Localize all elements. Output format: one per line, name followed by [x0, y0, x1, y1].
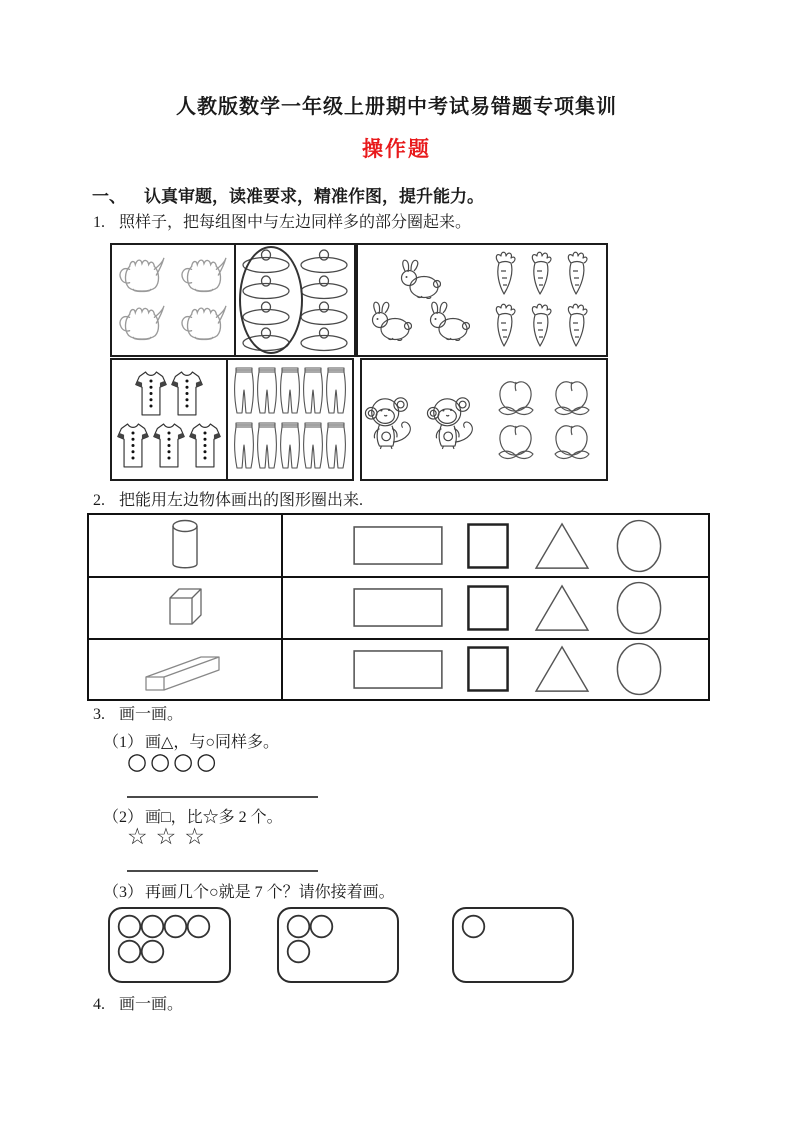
q3-part1-prompt: 画△，与○同样多。	[145, 734, 279, 751]
q3-part3-prompt: 再画几个○就是 7 个？请你接着画。	[145, 884, 395, 901]
circle-icon	[615, 518, 663, 574]
page-title: 人教版数学一年级上册期中考试易错题专项集训	[176, 96, 617, 118]
circle-sm-icon	[186, 914, 211, 939]
peach-icon	[549, 379, 595, 417]
carrot-icon	[491, 303, 519, 349]
q2-solid-cylinder	[89, 515, 281, 576]
lid-icon	[298, 301, 350, 326]
peach-icon	[493, 423, 539, 461]
section-heading	[92, 182, 484, 207]
question-4-text	[93, 991, 183, 1014]
circle-sm-icon	[163, 914, 188, 939]
circle-sm-icon	[286, 914, 311, 939]
pants-icon	[233, 421, 255, 473]
question-2-text	[93, 487, 363, 510]
pants-grid	[233, 366, 347, 473]
q2-shape-options-row1	[281, 515, 708, 576]
q1-cell-rabbits	[358, 245, 476, 355]
shirt-icon	[152, 421, 186, 470]
question-1-text	[93, 209, 471, 232]
cylinder-icon	[167, 518, 203, 574]
teapot-icon	[115, 303, 169, 345]
square-icon	[467, 523, 509, 569]
question-3-prompt: 画一画。	[119, 706, 184, 723]
q1-cell-peaches	[482, 360, 606, 479]
teapot-grid	[115, 255, 231, 345]
pants-icon	[279, 366, 301, 418]
shirt-icon	[188, 421, 222, 470]
q3-part1-circle-symbols: ○○○○	[127, 749, 220, 775]
lid-icon	[298, 249, 350, 274]
rectangle-icon	[353, 650, 443, 689]
q1-cell-teapots	[112, 245, 236, 355]
pants-icon	[256, 366, 278, 418]
circle-icon	[615, 580, 663, 636]
q3-part3-label: （3）	[103, 884, 144, 901]
pants-icon	[302, 421, 324, 473]
question-3-text	[93, 701, 183, 724]
pants-icon	[302, 366, 324, 418]
teapot-icon	[177, 255, 231, 297]
circle-sm-grid	[117, 914, 209, 964]
peach-grid	[493, 379, 595, 461]
lid-icon	[298, 327, 350, 352]
circle-sm-icon	[117, 914, 142, 939]
q1-cell-lids	[236, 245, 354, 355]
shape-options-grid	[353, 518, 663, 574]
triangle-icon	[533, 521, 591, 571]
carrot-icon	[527, 303, 555, 349]
rabbit-icon	[422, 301, 470, 341]
question-2-number: 2.	[93, 492, 105, 509]
question-2-prompt: 把能用左边物体画出的图形圈出来.	[119, 492, 364, 509]
q1-group-shirts-pants	[110, 358, 354, 481]
q2-table	[87, 513, 710, 701]
cuboid-icon	[143, 645, 227, 693]
lid-icon	[298, 275, 350, 300]
q3-draw-box-3-circles[interactable]	[277, 907, 399, 983]
q1-group-rabbits-carrots	[356, 243, 608, 357]
shape-options-grid	[353, 580, 663, 636]
triangle-icon	[533, 644, 591, 694]
pants-icon	[256, 421, 278, 473]
cube-icon	[164, 585, 206, 631]
rectangle-icon	[353, 526, 443, 565]
pants-icon	[325, 366, 347, 418]
rabbit-grid	[364, 259, 470, 341]
carrot-grid	[491, 251, 591, 349]
q2-shape-options-row2	[281, 576, 708, 637]
carrot-icon	[491, 251, 519, 297]
carrot-icon	[563, 251, 591, 297]
q3-part1-label: （1）	[103, 734, 144, 751]
q2-solid-cube	[89, 576, 281, 637]
question-4-prompt: 画一画。	[119, 996, 184, 1013]
circle-sm-icon	[140, 939, 165, 964]
circle-sm-icon	[117, 939, 142, 964]
circle-sm-icon	[461, 914, 486, 939]
square-icon	[467, 585, 509, 631]
peach-icon	[493, 379, 539, 417]
q1-cell-monkeys	[362, 360, 482, 479]
rabbit-icon	[393, 259, 441, 299]
q1-group-teapots-lids	[110, 243, 356, 357]
carrot-icon	[527, 251, 555, 297]
q3-part3-text	[103, 879, 395, 902]
shirt-icon	[116, 421, 150, 470]
circle-icon	[615, 641, 663, 697]
q1-cell-pants	[228, 360, 352, 479]
circle-sm-icon	[140, 914, 165, 939]
circle-sm-icon	[286, 939, 311, 964]
question-3-number: 3.	[93, 706, 105, 723]
circle-sm-grid	[461, 914, 484, 939]
shirt-icon	[170, 369, 204, 418]
question-1-prompt: 照样子，把每组图中与左边同样多的部分圈起来。	[119, 214, 472, 231]
monkey-icon	[426, 390, 480, 450]
cylinder-grid	[167, 518, 203, 574]
question-4-number: 4.	[93, 996, 105, 1013]
rectangle-icon	[353, 588, 443, 627]
circle-sm-icon	[309, 914, 334, 939]
carrot-icon	[563, 303, 591, 349]
section-title: 认真审题，读准要求，精准作图，提升能力。	[144, 187, 484, 206]
q3-part2-star-symbols: ☆☆☆	[127, 824, 213, 850]
q3-part1-answer-line[interactable]	[127, 796, 318, 798]
q3-draw-box-6-circles[interactable]	[108, 907, 231, 983]
question-1-number: 1.	[93, 214, 105, 231]
q2-shape-options-row3	[281, 638, 708, 699]
peach-icon	[549, 423, 595, 461]
shape-options-grid	[353, 641, 663, 697]
rabbit-icon	[364, 301, 412, 341]
pants-icon	[233, 366, 255, 418]
q3-part2-prompt: 画□，比☆多 2 个。	[145, 809, 283, 826]
example-circle-annotation	[239, 246, 303, 354]
monkey-grid	[364, 390, 480, 450]
q3-draw-box-1-circle[interactable]	[452, 907, 574, 983]
page-subtitle: 操作题	[362, 138, 431, 161]
monkey-icon	[364, 390, 418, 450]
cuboid-grid	[143, 645, 227, 693]
pants-icon	[325, 421, 347, 473]
section-number: 一、	[92, 187, 126, 206]
pants-icon	[279, 421, 301, 473]
circle-sm-grid	[286, 914, 332, 964]
teapot-icon	[177, 303, 231, 345]
q1-cell-shirts	[112, 360, 228, 479]
triangle-icon	[533, 583, 591, 633]
q3-part2-answer-line[interactable]	[127, 870, 318, 872]
square-icon	[467, 646, 509, 692]
q2-solid-cuboid	[89, 638, 281, 699]
shirt-grid	[116, 369, 222, 470]
q1-group-monkeys-peaches	[360, 358, 608, 481]
cube-grid	[164, 585, 206, 631]
q3-part2-label: （2）	[103, 809, 144, 826]
shirt-icon	[134, 369, 168, 418]
teapot-icon	[115, 255, 169, 297]
q1-cell-carrots	[476, 245, 606, 355]
